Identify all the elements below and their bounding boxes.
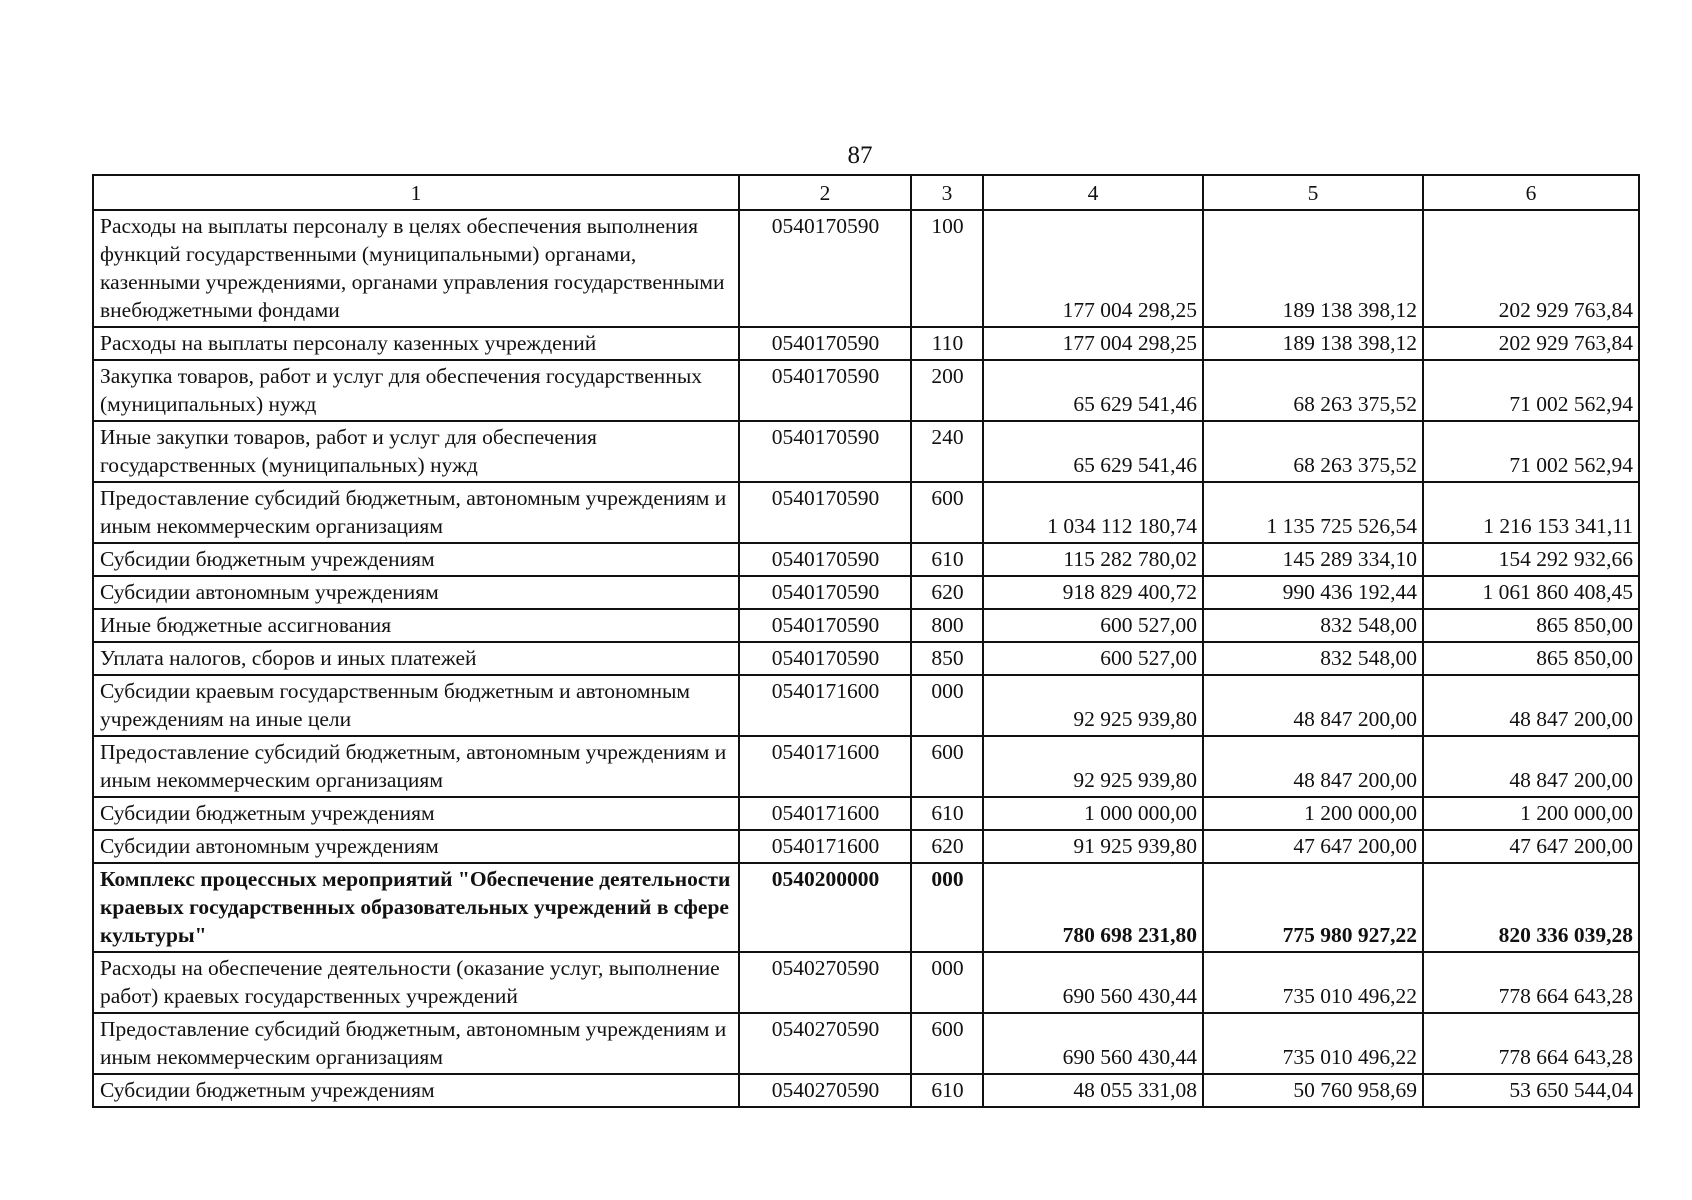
expense-type-cell: 600 xyxy=(911,736,983,797)
amount-year3-cell: 71 002 562,94 xyxy=(1423,360,1639,421)
table-row xyxy=(93,609,1639,642)
budget-table xyxy=(92,174,1640,1108)
amount-year2-cell: 50 760 958,69 xyxy=(1203,1074,1423,1107)
expense-name-cell: Комплекс процессных мероприятий "Обеспечение деятельности краевых государственных образовательных учреждений в сфере культуры" xyxy=(93,863,739,952)
expense-name-cell: Уплата налогов, сборов и иных платежей xyxy=(93,642,739,675)
amount-year3-cell: 48 847 200,00 xyxy=(1423,675,1639,736)
amount-year2-cell: 48 847 200,00 xyxy=(1203,736,1423,797)
target-code-cell: 0540170590 xyxy=(739,360,911,421)
amount-year2-cell: 990 436 192,44 xyxy=(1203,576,1423,609)
amount-year1-cell: 65 629 541,46 xyxy=(983,421,1203,482)
amount-year1-cell: 115 282 780,02 xyxy=(983,543,1203,576)
expense-name-cell: Субсидии бюджетным учреждениям xyxy=(93,1074,739,1107)
expense-name-cell: Субсидии краевым государственным бюджетным и автономным учреждениям на иные цели xyxy=(93,675,739,736)
target-code-cell: 0540170590 xyxy=(739,327,911,360)
expense-type-cell: 000 xyxy=(911,675,983,736)
expense-type-cell: 000 xyxy=(911,863,983,952)
amount-year3-cell: 1 200 000,00 xyxy=(1423,797,1639,830)
table-row xyxy=(93,421,1639,482)
target-code-cell: 0540171600 xyxy=(739,736,911,797)
amount-year1-cell: 600 527,00 xyxy=(983,609,1203,642)
amount-year1-cell: 600 527,00 xyxy=(983,642,1203,675)
amount-year3-cell: 154 292 932,66 xyxy=(1423,543,1639,576)
amount-year2-cell: 735 010 496,22 xyxy=(1203,1013,1423,1074)
expense-name-cell: Субсидии автономным учреждениям xyxy=(93,576,739,609)
amount-year2-cell: 189 138 398,12 xyxy=(1203,210,1423,327)
target-code-cell: 0540270590 xyxy=(739,1013,911,1074)
amount-year1-cell: 177 004 298,25 xyxy=(983,327,1203,360)
amount-year2-cell: 189 138 398,12 xyxy=(1203,327,1423,360)
amount-year1-cell: 690 560 430,44 xyxy=(983,952,1203,1013)
table-row xyxy=(93,675,1639,736)
amount-year2-cell: 47 647 200,00 xyxy=(1203,830,1423,863)
table-row xyxy=(93,543,1639,576)
amount-year3-cell: 71 002 562,94 xyxy=(1423,421,1639,482)
table-row xyxy=(93,482,1639,543)
amount-year3-cell: 865 850,00 xyxy=(1423,609,1639,642)
expense-type-cell: 610 xyxy=(911,543,983,576)
expense-type-cell: 200 xyxy=(911,360,983,421)
expense-type-cell: 000 xyxy=(911,952,983,1013)
expense-type-cell: 240 xyxy=(911,421,983,482)
amount-year2-cell: 68 263 375,52 xyxy=(1203,360,1423,421)
table-header-row xyxy=(93,175,1639,210)
table-row xyxy=(93,952,1639,1013)
amount-year2-cell: 832 548,00 xyxy=(1203,609,1423,642)
amount-year2-cell: 1 135 725 526,54 xyxy=(1203,482,1423,543)
amount-year1-cell: 1 000 000,00 xyxy=(983,797,1203,830)
expense-name-cell: Субсидии автономным учреждениям xyxy=(93,830,739,863)
expense-name-cell: Субсидии бюджетным учреждениям xyxy=(93,543,739,576)
table-row xyxy=(93,1013,1639,1074)
table-row xyxy=(93,360,1639,421)
amount-year2-cell: 775 980 927,22 xyxy=(1203,863,1423,952)
amount-year1-cell: 177 004 298,25 xyxy=(983,210,1203,327)
table-row xyxy=(93,863,1639,952)
target-code-cell: 0540170590 xyxy=(739,642,911,675)
amount-year2-cell: 48 847 200,00 xyxy=(1203,675,1423,736)
target-code-cell: 0540270590 xyxy=(739,952,911,1013)
expense-name-cell: Расходы на выплаты персоналу в целях обеспечения выполнения функций государственными (муниципальными) органами, казенными учреждениями, органами управления государственными внебюджетными фондами xyxy=(93,210,739,327)
amount-year2-cell: 68 263 375,52 xyxy=(1203,421,1423,482)
table-row xyxy=(93,1074,1639,1107)
column-header: 5 xyxy=(1203,175,1423,210)
expense-type-cell: 850 xyxy=(911,642,983,675)
table-row xyxy=(93,576,1639,609)
expense-type-cell: 600 xyxy=(911,1013,983,1074)
amount-year3-cell: 47 647 200,00 xyxy=(1423,830,1639,863)
amount-year1-cell: 92 925 939,80 xyxy=(983,675,1203,736)
expense-name-cell: Расходы на выплаты персоналу казенных учреждений xyxy=(93,327,739,360)
amount-year3-cell: 1 061 860 408,45 xyxy=(1423,576,1639,609)
expense-name-cell: Предоставление субсидий бюджетным, автономным учреждениям и иным некоммерческим организациям xyxy=(93,482,739,543)
target-code-cell: 0540170590 xyxy=(739,543,911,576)
table-row xyxy=(93,830,1639,863)
amount-year3-cell: 1 216 153 341,11 xyxy=(1423,482,1639,543)
target-code-cell: 0540170590 xyxy=(739,609,911,642)
page-number: 87 xyxy=(847,142,873,169)
expense-name-cell: Расходы на обеспечение деятельности (оказание услуг, выполнение работ) краевых государственных учреждений xyxy=(93,952,739,1013)
table-row xyxy=(93,797,1639,830)
target-code-cell: 0540170590 xyxy=(739,421,911,482)
amount-year1-cell: 65 629 541,46 xyxy=(983,360,1203,421)
amount-year3-cell: 53 650 544,04 xyxy=(1423,1074,1639,1107)
amount-year3-cell: 778 664 643,28 xyxy=(1423,1013,1639,1074)
expense-name-cell: Иные закупки товаров, работ и услуг для обеспечения государственных (муниципальных) нужд xyxy=(93,421,739,482)
amount-year3-cell: 202 929 763,84 xyxy=(1423,327,1639,360)
expense-name-cell: Предоставление субсидий бюджетным, автономным учреждениям и иным некоммерческим организациям xyxy=(93,736,739,797)
expense-name-cell: Иные бюджетные ассигнования xyxy=(93,609,739,642)
column-header: 6 xyxy=(1423,175,1639,210)
expense-name-cell: Субсидии бюджетным учреждениям xyxy=(93,797,739,830)
expense-name-cell: Предоставление субсидий бюджетным, автономным учреждениям и иным некоммерческим организациям xyxy=(93,1013,739,1074)
expense-type-cell: 100 xyxy=(911,210,983,327)
target-code-cell: 0540170590 xyxy=(739,576,911,609)
target-code-cell: 0540170590 xyxy=(739,210,911,327)
expense-type-cell: 110 xyxy=(911,327,983,360)
expense-type-cell: 610 xyxy=(911,797,983,830)
amount-year1-cell: 780 698 231,80 xyxy=(983,863,1203,952)
target-code-cell: 0540170590 xyxy=(739,482,911,543)
amount-year1-cell: 48 055 331,08 xyxy=(983,1074,1203,1107)
table-row xyxy=(93,642,1639,675)
amount-year3-cell: 202 929 763,84 xyxy=(1423,210,1639,327)
expense-type-cell: 620 xyxy=(911,576,983,609)
amount-year1-cell: 918 829 400,72 xyxy=(983,576,1203,609)
target-code-cell: 0540171600 xyxy=(739,830,911,863)
target-code-cell: 0540200000 xyxy=(739,863,911,952)
amount-year1-cell: 91 925 939,80 xyxy=(983,830,1203,863)
amount-year2-cell: 832 548,00 xyxy=(1203,642,1423,675)
amount-year2-cell: 145 289 334,10 xyxy=(1203,543,1423,576)
table-row xyxy=(93,210,1639,327)
expense-name-cell: Закупка товаров, работ и услуг для обеспечения государственных (муниципальных) нужд xyxy=(93,360,739,421)
target-code-cell: 0540171600 xyxy=(739,675,911,736)
amount-year3-cell: 865 850,00 xyxy=(1423,642,1639,675)
column-header: 1 xyxy=(93,175,739,210)
table-body xyxy=(93,210,1639,1107)
expense-type-cell: 610 xyxy=(911,1074,983,1107)
amount-year2-cell: 735 010 496,22 xyxy=(1203,952,1423,1013)
amount-year2-cell: 1 200 000,00 xyxy=(1203,797,1423,830)
amount-year3-cell: 820 336 039,28 xyxy=(1423,863,1639,952)
column-header: 3 xyxy=(911,175,983,210)
amount-year1-cell: 690 560 430,44 xyxy=(983,1013,1203,1074)
expense-type-cell: 800 xyxy=(911,609,983,642)
amount-year1-cell: 92 925 939,80 xyxy=(983,736,1203,797)
amount-year3-cell: 48 847 200,00 xyxy=(1423,736,1639,797)
amount-year3-cell: 778 664 643,28 xyxy=(1423,952,1639,1013)
amount-year1-cell: 1 034 112 180,74 xyxy=(983,482,1203,543)
expense-type-cell: 600 xyxy=(911,482,983,543)
table-row xyxy=(93,327,1639,360)
column-header: 4 xyxy=(983,175,1203,210)
expense-type-cell: 620 xyxy=(911,830,983,863)
target-code-cell: 0540270590 xyxy=(739,1074,911,1107)
column-header: 2 xyxy=(739,175,911,210)
table-row xyxy=(93,736,1639,797)
target-code-cell: 0540171600 xyxy=(739,797,911,830)
